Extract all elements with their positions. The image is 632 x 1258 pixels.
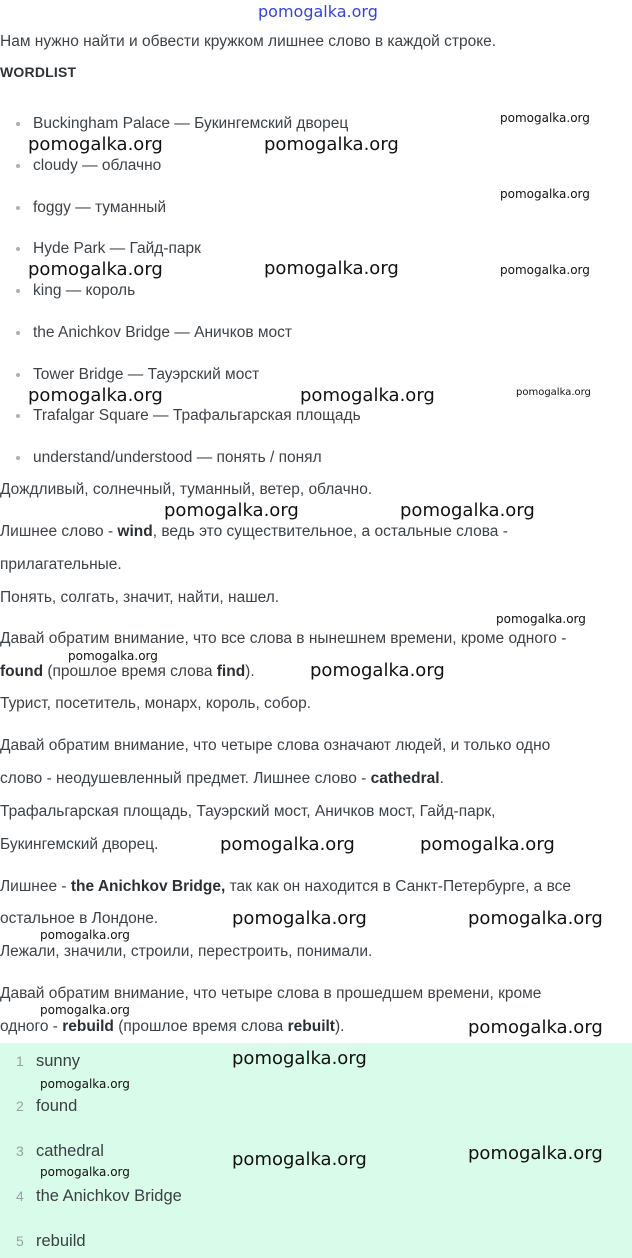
answer-item	[16, 1185, 182, 1207]
list-item-text: foggy — туманный	[33, 199, 167, 216]
explanation-5-cont	[0, 1017, 344, 1037]
answer-word: the Anichkov Bridge	[36, 1187, 182, 1205]
bullet-icon	[16, 414, 20, 418]
answer-number: 5	[16, 1233, 24, 1249]
text: ).	[245, 663, 255, 680]
list-item	[16, 114, 348, 134]
task-4-text: Трафальгарская площадь, Тауэрский мост, Аничков мост, Гайд-парк,	[0, 803, 496, 820]
watermark: pomogalka.org	[264, 258, 399, 279]
explanation-1	[0, 522, 508, 542]
list-item-text: the Anichkov Bridge — Аничков мост	[33, 324, 292, 341]
explanation-2-cont	[0, 662, 255, 682]
text: Лишнее -	[0, 878, 71, 895]
watermark: pomogalka.org	[232, 1149, 367, 1170]
bold-word: find	[216, 663, 246, 680]
bold-word: the Anichkov Bridge,	[70, 878, 226, 895]
bullet-icon	[16, 456, 20, 460]
watermark: pomogalka.org	[40, 1165, 130, 1179]
watermark: pomogalka.org	[40, 928, 130, 942]
explanation-3: Давай обратим внимание, что четыре слова означают людей, и только одно	[0, 737, 551, 754]
task-5-text: Лежали, значили, строили, перестроить, понимали.	[0, 943, 373, 960]
task-2-text: Понять, солгать, значит, найти, нашел.	[0, 589, 280, 606]
list-item	[16, 323, 292, 343]
list-item	[16, 448, 322, 468]
answer-item	[16, 1050, 80, 1072]
watermark: pomogalka.org	[220, 834, 355, 855]
list-item-text: Tower Bridge — Тауэрский мост	[33, 366, 260, 383]
watermark: pomogalka.org	[232, 908, 367, 929]
watermark: pomogalka.org	[28, 385, 163, 406]
wordlist-title: WORDLIST	[0, 64, 77, 80]
list-item	[16, 239, 201, 259]
bold-word: wind	[117, 523, 153, 540]
bullet-icon	[16, 331, 20, 335]
explanation-2: Давай обратим внимание, что все слова в нынешнем времени, кроме одного -	[0, 630, 567, 647]
answer-number: 3	[16, 1143, 24, 1159]
list-item-text: Trafalgar Square — Трафальгарская площадь	[33, 407, 361, 424]
bullet-icon	[16, 206, 20, 210]
watermark: pomogalka.org	[310, 660, 445, 681]
explanation-3-cont	[0, 769, 444, 789]
list-item	[16, 365, 259, 385]
watermark: pomogalka.org	[500, 263, 590, 277]
watermark: pomogalka.org	[500, 111, 590, 125]
list-item-text: king — король	[33, 282, 136, 299]
task-1-text: Дождливый, солнечный, туманный, ветер, облачно.	[0, 481, 373, 498]
text: (прошлое время слова	[113, 1018, 288, 1035]
answer-word: cathedral	[36, 1142, 104, 1160]
watermark: pomogalka.org	[164, 500, 299, 521]
text: ).	[334, 1018, 345, 1035]
bullet-icon	[16, 247, 20, 251]
explanation-4-cont: остальное в Лондоне.	[0, 910, 159, 927]
answer-item	[16, 1230, 86, 1252]
bold-word: rebuild	[62, 1018, 114, 1035]
text: одного -	[0, 1018, 63, 1035]
task-4-text-cont: Букингемский дворец.	[0, 836, 159, 853]
text: Лишнее слово -	[0, 523, 118, 540]
list-item	[16, 198, 166, 218]
answer-word: rebuild	[36, 1232, 86, 1250]
bold-word: rebuilt	[287, 1018, 335, 1035]
bullet-icon	[16, 289, 20, 293]
site-watermark: pomogalka.org	[258, 2, 378, 21]
bold-word: found	[0, 663, 44, 680]
answer-number: 4	[16, 1188, 24, 1204]
list-item-text: Hyde Park — Гайд-парк	[33, 240, 201, 257]
answer-item	[16, 1140, 104, 1162]
text: слово - неодушевленный предмет. Лишнее слово -	[0, 770, 371, 787]
watermark: pomogalka.org	[300, 385, 435, 406]
task-3-text: Турист, посетитель, монарх, король, собор.	[0, 695, 312, 712]
answer-number: 1	[16, 1053, 24, 1069]
watermark: pomogalka.org	[468, 1143, 603, 1164]
bullet-icon	[16, 122, 20, 126]
bullet-icon	[16, 164, 20, 168]
text: , ведь это существительное, а остальные слова -	[152, 523, 508, 540]
list-item-text: cloudy — облачно	[33, 157, 162, 174]
intro-text: Нам нужно найти и обвести кружком лишнее слово в каждой строке.	[0, 33, 497, 50]
explanation-4	[0, 877, 571, 897]
explanation-1-cont: прилагательные.	[0, 556, 122, 573]
answer-number: 2	[16, 1098, 24, 1114]
list-item	[16, 406, 361, 426]
list-item	[16, 281, 135, 301]
text: (прошлое время слова	[43, 663, 217, 680]
watermark: pomogalka.org	[68, 649, 158, 663]
answer-word: sunny	[36, 1052, 81, 1070]
answer-item	[16, 1095, 77, 1117]
watermark: pomogalka.org	[420, 834, 555, 855]
watermark: pomogalka.org	[468, 1017, 603, 1038]
watermark: pomogalka.org	[516, 387, 591, 398]
list-item-text: understand/understood — понять / понял	[33, 449, 322, 466]
watermark: pomogalka.org	[232, 1048, 367, 1069]
list-item-text: Buckingham Palace — Букингемский дворец	[33, 115, 349, 132]
watermark: pomogalka.org	[496, 612, 586, 626]
watermark: pomogalka.org	[28, 259, 163, 280]
bullet-icon	[16, 373, 20, 377]
text: так как он находится в Санкт-Петербурге, а все	[225, 878, 572, 895]
list-item	[16, 156, 161, 176]
watermark: pomogalka.org	[40, 1077, 130, 1091]
watermark: pomogalka.org	[468, 908, 603, 929]
watermark: pomogalka.org	[400, 500, 535, 521]
bold-word: cathedral	[370, 770, 440, 787]
answer-word: found	[36, 1097, 78, 1115]
watermark: pomogalka.org	[500, 187, 590, 201]
watermark: pomogalka.org	[28, 134, 163, 155]
watermark: pomogalka.org	[40, 1003, 130, 1017]
text: .	[439, 770, 444, 787]
watermark: pomogalka.org	[264, 134, 399, 155]
explanation-5: Давай обратим внимание, что четыре слова в прошедшем времени, кроме	[0, 985, 542, 1002]
